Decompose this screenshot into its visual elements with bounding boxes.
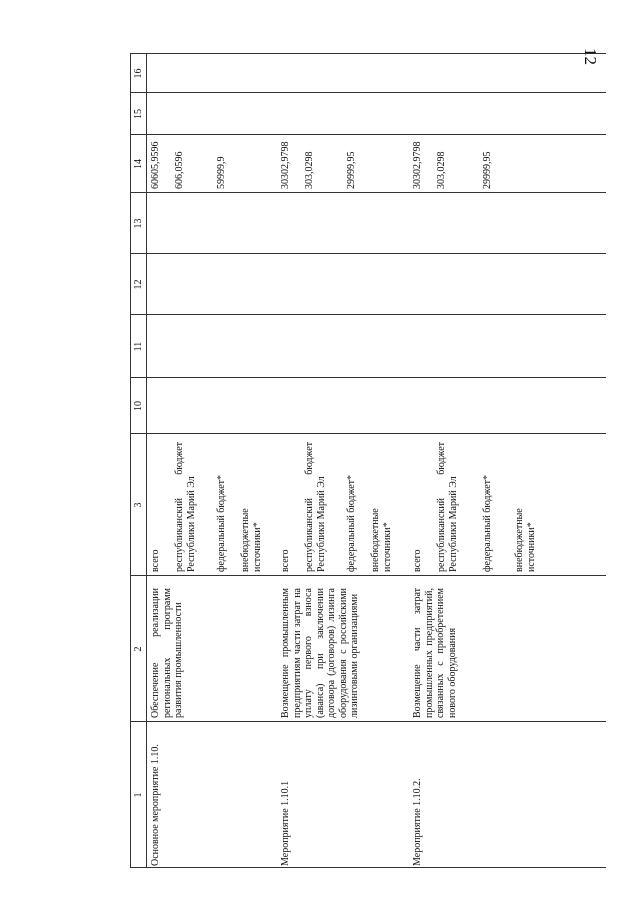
header-row-divider — [146, 53, 147, 868]
column-number: 2 — [133, 646, 144, 652]
value-federal-budget: 29999,95 — [346, 151, 357, 189]
column-divider — [130, 433, 606, 434]
source-label: внебюджетные источники* — [514, 508, 537, 572]
table-border-left — [130, 867, 606, 868]
column-number: 10 — [133, 401, 144, 411]
source-label: республиканский бюджет Республики Марий Эл — [304, 442, 327, 572]
column-divider — [130, 253, 606, 254]
source-label: внебюджетные источники* — [240, 508, 263, 572]
column-number: 14 — [133, 159, 144, 169]
value-total: 30302,9798 — [280, 141, 291, 189]
column-number: 15 — [133, 109, 144, 119]
value-republic-budget: 303,0298 — [436, 151, 447, 189]
value-total: 30302,9798 — [412, 141, 423, 189]
source-label: республиканский бюджет Республики Марий Эл — [174, 442, 197, 572]
source-label: всего — [412, 549, 423, 572]
value-federal-budget: 29999,95 — [482, 151, 493, 189]
row-code: Мероприятие 1.10.2. — [412, 778, 423, 866]
source-label: всего — [280, 549, 291, 572]
column-number: 1 — [133, 792, 144, 798]
budget-table — [130, 53, 606, 868]
column-number: 12 — [133, 279, 144, 290]
column-divider — [130, 192, 606, 193]
source-label: федеральный бюджет* — [216, 474, 227, 572]
value-total: 60605,9596 — [150, 141, 161, 189]
column-divider — [130, 575, 606, 576]
column-divider — [130, 314, 606, 315]
column-divider — [130, 92, 606, 93]
table-border-top — [130, 53, 131, 868]
source-label: республиканский бюджет Республики Марий Эл — [436, 442, 459, 572]
page-number: 12 — [581, 48, 600, 65]
column-number: 3 — [133, 502, 144, 508]
column-divider — [130, 377, 606, 378]
source-label: федеральный бюджет* — [482, 474, 493, 572]
source-label: федеральный бюджет* — [346, 474, 357, 572]
row-name: Возмещение промышленным предприятиям части затрат на уплату первого взноса (аванса) при заключении договора (договоров) лизинга оборудования с российскими лизинговыми организациями — [280, 588, 360, 718]
column-number: 11 — [133, 341, 144, 352]
row-name: Обеспечение реализации региональных программ развития промышленности — [150, 588, 184, 718]
row-code: Мероприятие 1.10.1 — [280, 780, 291, 866]
source-label: всего — [150, 549, 161, 572]
value-federal-budget: 59999,9 — [216, 156, 227, 189]
value-republic-budget: 606,0596 — [174, 151, 185, 189]
column-number: 13 — [133, 218, 144, 229]
row-code: Основное мероприятие 1.10. — [150, 744, 161, 866]
column-number: 16 — [133, 68, 144, 79]
column-divider — [130, 721, 606, 722]
value-republic-budget: 303,0298 — [304, 151, 315, 189]
row-name: Возмещение части затрат промышленных предприятий, связанных с приобретением нового оборудования — [412, 588, 458, 718]
table-border-right — [130, 53, 606, 54]
column-divider — [130, 134, 606, 135]
source-label: внебюджетные источники* — [370, 508, 393, 572]
